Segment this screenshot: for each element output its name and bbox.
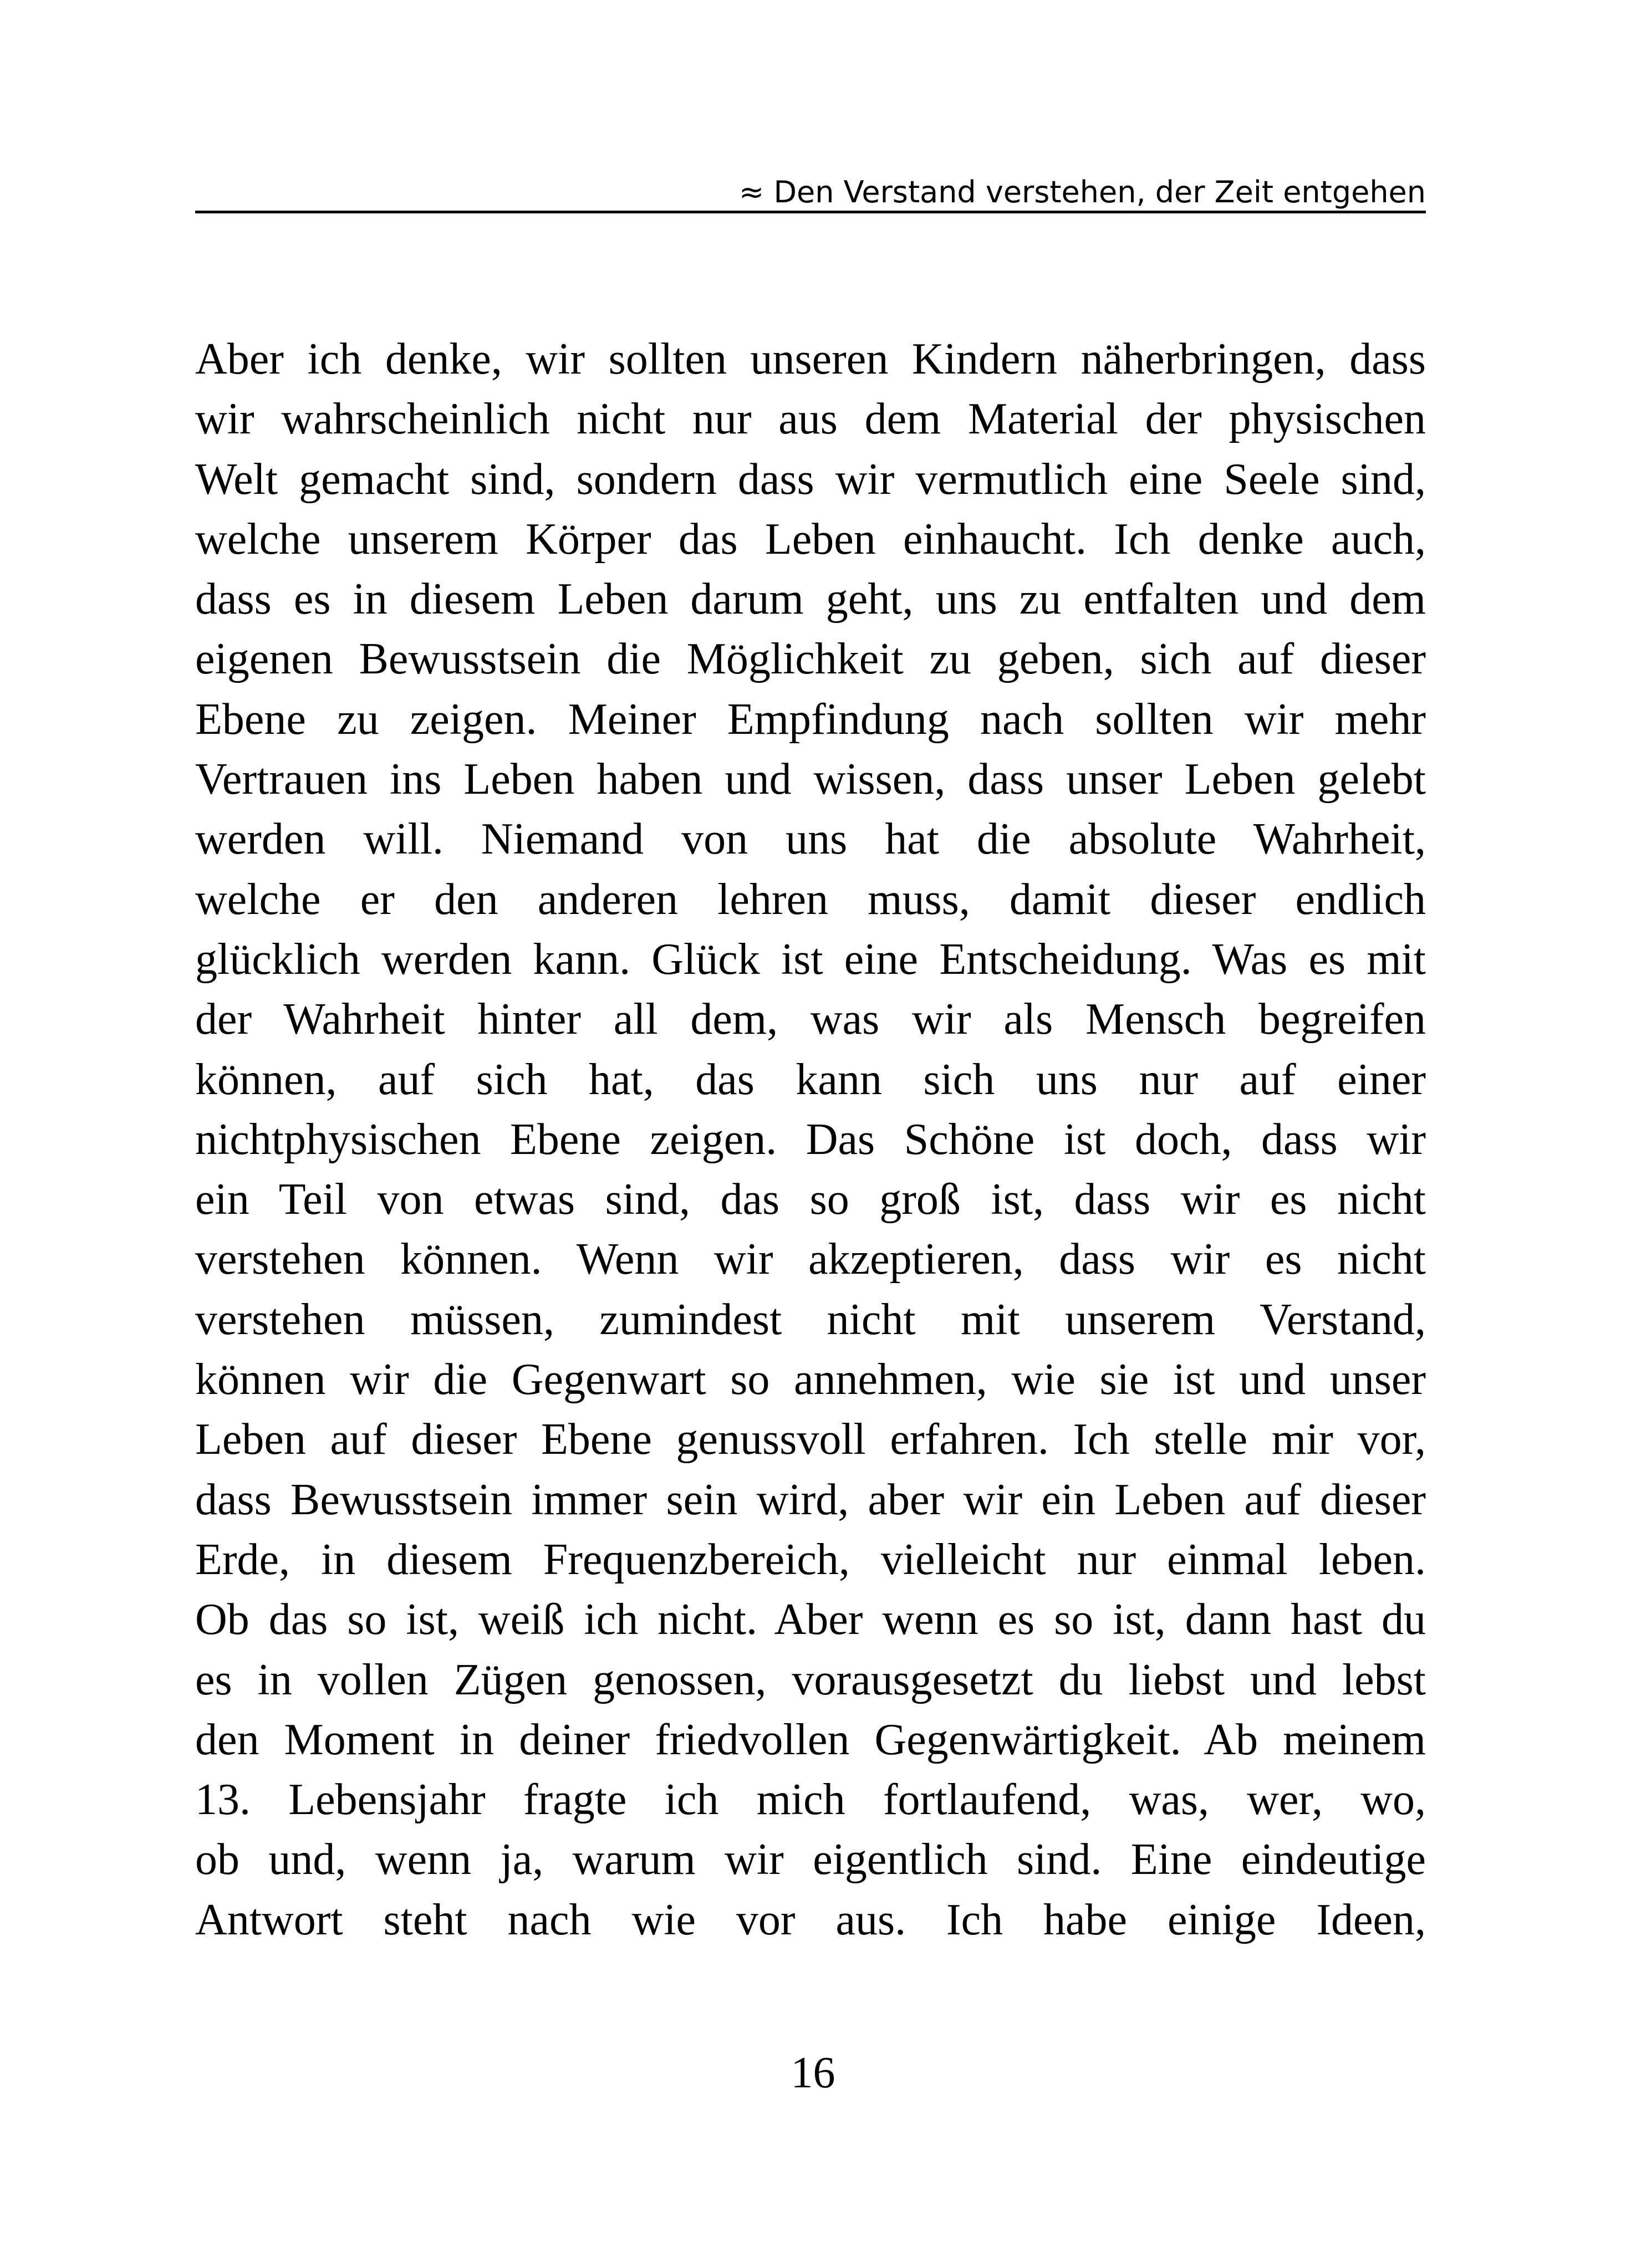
text-line: welche unserem Körper das Leben einhaucht. Ich denke auch, (195, 514, 1426, 564)
text-line: Erde, in diesem Frequenzbereich, vielleicht nur einmal leben. (195, 1535, 1426, 1584)
body-paragraph (195, 329, 1426, 1950)
text-line: ein Teil von etwas sind, das so groß ist, dass wir es nicht (195, 1175, 1426, 1224)
page-number: 16 (791, 2049, 835, 2097)
text-line: Aber ich denke, wir sollten unseren Kindern näherbringen, dass (195, 335, 1426, 384)
running-header-title: ≈ Den Verstand verstehen, der Zeit entgehen (739, 175, 1426, 210)
text-line: Ebene zu zeigen. Meiner Empfindung nach sollten wir mehr (195, 694, 1426, 744)
text-line: nichtphysischen Ebene zeigen. Das Schöne ist doch, dass wir (195, 1115, 1426, 1164)
text-line: dass es in diesem Leben darum geht, uns zu entfalten und dem (195, 575, 1426, 624)
running-header (195, 161, 1426, 213)
text-line: welche er den anderen lehren muss, damit dieser endlich (195, 875, 1426, 924)
text-line: Leben auf dieser Ebene genussvoll erfahren. Ich stelle mir vor, (195, 1415, 1426, 1464)
text-line: der Wahrheit hinter all dem, was wir als Mensch begreifen (195, 995, 1426, 1044)
text-line: verstehen können. Wenn wir akzeptieren, dass wir es nicht (195, 1235, 1426, 1284)
text-line: dass Bewusstsein immer sein wird, aber wir ein Leben auf dieser (195, 1475, 1426, 1524)
text-line: wir wahrscheinlich nicht nur aus dem Material der physischen (195, 395, 1426, 444)
text-line: eigenen Bewusstsein die Möglichkeit zu geben, sich auf dieser (195, 635, 1426, 684)
text-line: 13. Lebensjahr fragte ich mich fortlaufend, was, wer, wo, (195, 1775, 1426, 1825)
text-line: können wir die Gegenwart so annehmen, wie sie ist und unser (195, 1355, 1426, 1404)
text-line: können, auf sich hat, das kann sich uns nur auf einer (195, 1055, 1426, 1104)
text-line: Antwort steht nach wie vor aus. Ich habe einige Ideen, (195, 1895, 1426, 1944)
text-line: den Moment in deiner friedvollen Gegenwärtigkeit. Ab meinem (195, 1715, 1426, 1764)
text-line: es in vollen Zügen genossen, vorausgesetzt du liebst und lebst (195, 1655, 1426, 1704)
text-line: verstehen müssen, zumindest nicht mit unserem Verstand, (195, 1295, 1426, 1344)
text-line: Ob das so ist, weiß ich nicht. Aber wenn es so ist, dann hast du (195, 1595, 1426, 1644)
text-line: Vertrauen ins Leben haben und wissen, dass unser Leben gelebt (195, 755, 1426, 804)
text-line: werden will. Niemand von uns hat die absolute Wahrheit, (195, 815, 1426, 864)
text-line: ob und, wenn ja, warum wir eigentlich sind. Eine eindeutige (195, 1835, 1426, 1884)
text-line: glücklich werden kann. Glück ist eine Entscheidung. Was es mit (195, 934, 1426, 984)
text-line: Welt gemacht sind, sondern dass wir vermutlich eine Seele sind, (195, 454, 1426, 504)
